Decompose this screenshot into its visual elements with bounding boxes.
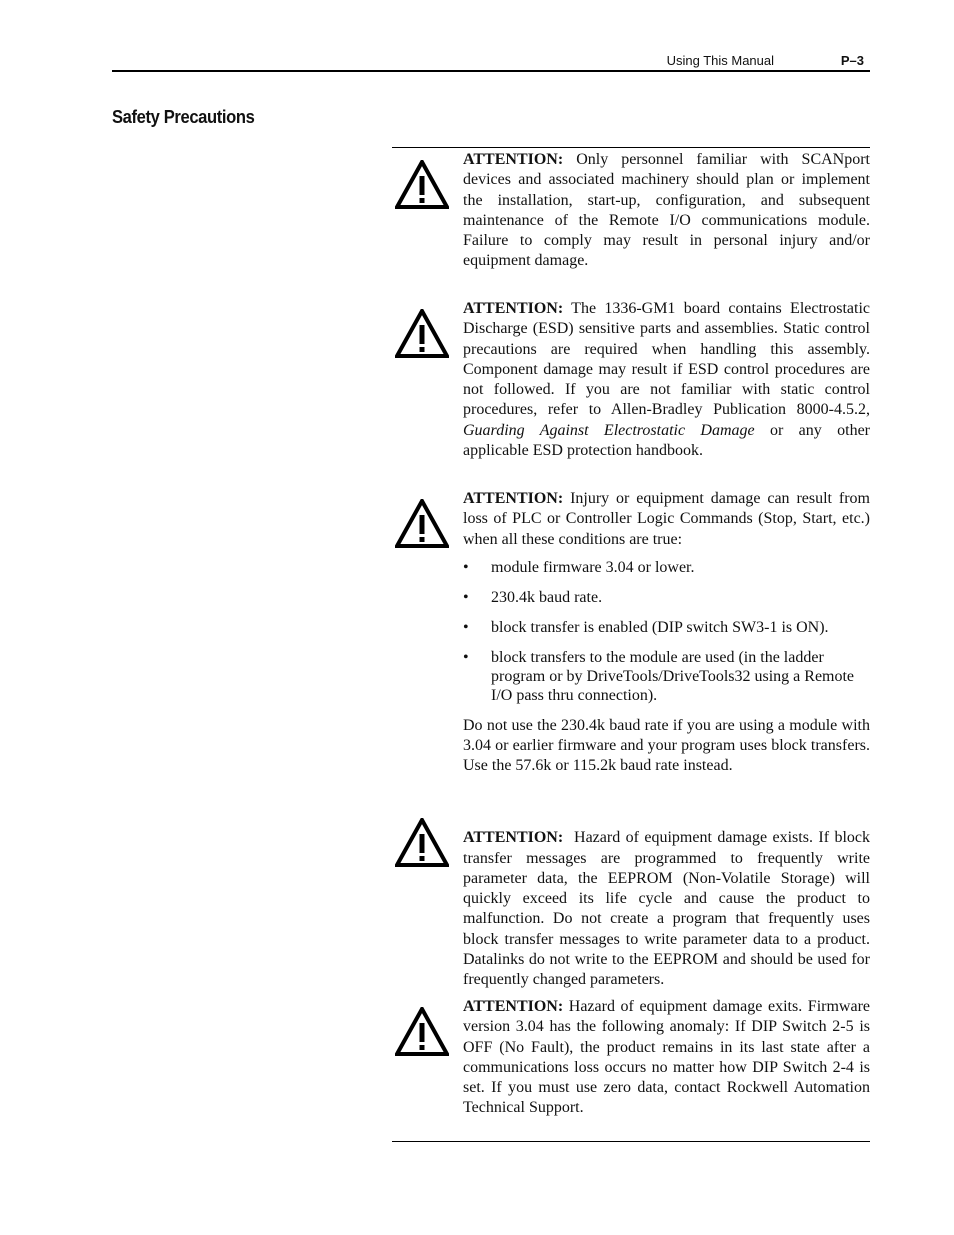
warning-block-4 [392, 808, 874, 991]
header-title: Using This Manual [666, 53, 774, 68]
warning-triangle-icon [395, 160, 449, 210]
list-item: • block transfers to the module are used (in the ladder program or by DriveTools/DriveTools32 using a Remote I/O pass thru connection). [463, 648, 855, 704]
warning-block-5 [392, 997, 870, 1119]
warning-block-2 [392, 299, 870, 461]
page-header [112, 50, 870, 72]
list-item: • block transfer is enabled (DIP switch SW3-1 is ON). [463, 618, 829, 636]
list-item: • module firmware 3.04 or lower. [463, 558, 695, 576]
bullet-icon: • [463, 588, 469, 606]
attention-label: ATTENTION: [463, 829, 564, 847]
baud-rate-note: Do not use the 230.4k baud rate if you are using a module with 3.04 or earlier firmware and your program uses block transfers. Use the 57.6k or 115.2k baud rate instead. [463, 716, 870, 775]
warning-body: Hazard of equipment damage exists. If block transfer messages are programmed to frequently write parameter data, the EEPROM (Non-Volatile Storage) will quickly exceed its life cycle and cause the product to malfunction. Do not create a program that frequently uses block transfer messages to write parameter data to a product. Datalinks do not write to the EEPROM and should be used for frequently changed parameters. [463, 829, 874, 989]
warning-body: Only personnel familiar with SCANport devices and associated machinery should plan or implement the installation, start-up, configuration, and subsequent maintenance of the Remote I/O communications module. Failure to comply may result in personal injury and/or equipment damage. [463, 151, 870, 270]
bullet-icon: • [463, 558, 469, 576]
warning-block-3 [392, 489, 870, 777]
warning-triangle-icon [395, 499, 449, 549]
warning-block-1 [392, 150, 870, 272]
warning-body: Hazard of equipment damage exits. Firmware version 3.04 has the following anomaly: If DIP Switch 2-5 is OFF (No Fault), the product remains in its last state after a communications loss occurs no matter how DIP Switch 2-4 is set. If you must use zero data, contact Rockwell Automation Technical Support. [463, 998, 870, 1117]
warning-body-end: or any other applicable ESD protection handbook. [463, 421, 871, 460]
attention-label: ATTENTION: [463, 151, 564, 168]
warning-text-3 [463, 489, 870, 777]
warning-triangle-icon [395, 1007, 449, 1057]
warning-triangle-icon [395, 818, 449, 868]
attention-label: ATTENTION: [463, 300, 564, 317]
section-title: Safety Precautions [112, 107, 255, 127]
conditions-list [463, 558, 870, 705]
warning-text-4 [463, 808, 874, 991]
warning-triangle-icon [395, 309, 449, 359]
warning-text-1 [463, 150, 870, 272]
list-item: • 230.4k baud rate. [463, 588, 603, 606]
bullet-icon: • [463, 618, 469, 636]
warning-body: The 1336-GM1 board contains Electrostatic Discharge (ESD) sensitive parts and assemblies. Static control precautions are required when handling this assembly. Component damage may result if ESD control procedures are not followed. If you are not familiar with static control procedures, refer to Allen-Bradley Publication 8000-4.5.2, [463, 300, 870, 419]
publication-title: Guarding Against Electrostatic Damage [463, 421, 755, 439]
warning-body: Injury or equipment damage can result from loss of PLC or Controller Logic Commands (Stop, Start, etc.) when all these conditions are true: [463, 490, 870, 548]
top-divider [392, 147, 870, 148]
bullet-icon: • [463, 648, 469, 666]
attention-label: ATTENTION: [463, 490, 564, 507]
bottom-divider [392, 1141, 870, 1142]
warning-text-5 [463, 997, 870, 1119]
page-number: P–3 [840, 53, 864, 68]
warning-text-2 [463, 299, 870, 461]
attention-label: ATTENTION: [463, 998, 564, 1015]
